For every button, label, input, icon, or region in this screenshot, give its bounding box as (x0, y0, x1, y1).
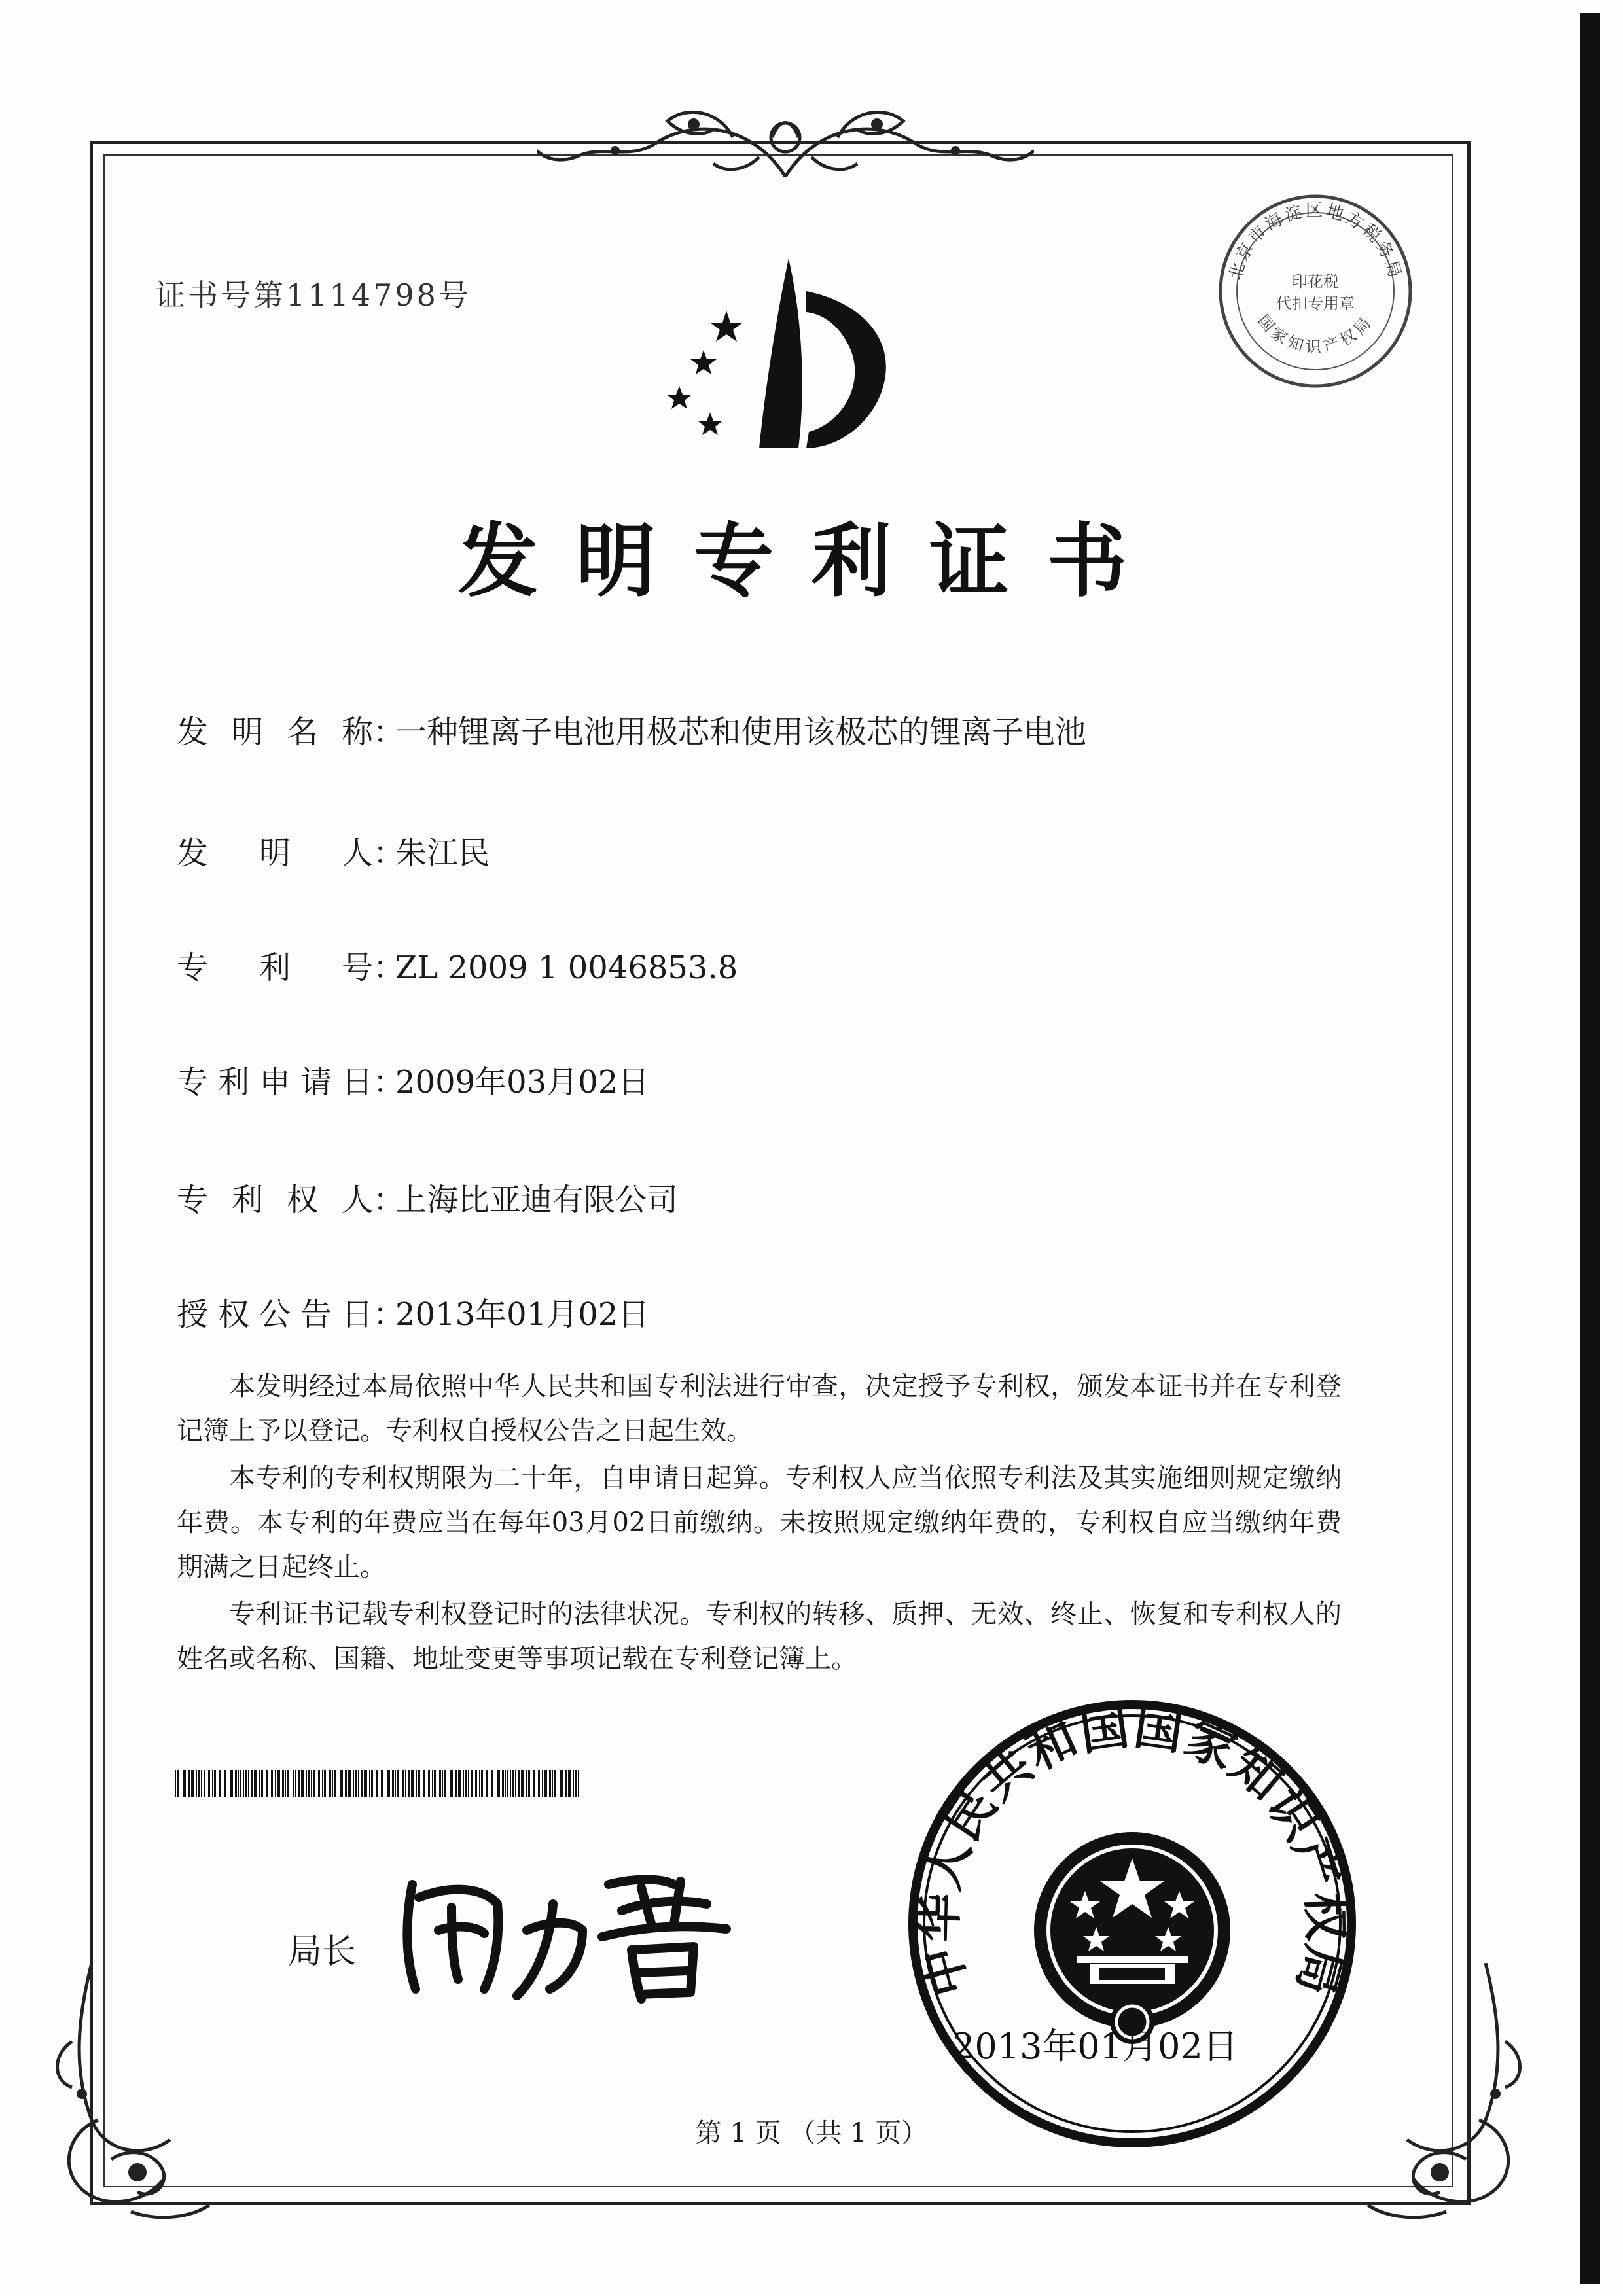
tax-stamp-lower-text: 国家知识产权局 (1254, 311, 1377, 356)
tax-stamp-center-line1: 印花税 (1292, 272, 1339, 291)
field-label: 授权公告日 (177, 1296, 373, 1333)
top-ornament (537, 98, 1034, 190)
page-number: 第 1 页 （共 1 页） (695, 2118, 928, 2148)
field-grant-date: 授权公告日：2013年01月02日 (177, 1289, 649, 1334)
tax-stamp-center-line2: 代扣专用章 (1276, 294, 1355, 313)
national-emblem-icon (1034, 1832, 1230, 2044)
body-paragraph-2: 本专利的专利权期限为二十年，自申请日起算。专利权人应当依照专利法及其实施细则规定缴纳年费。本专利的年费应当在每年03月02日前缴纳。未按照规定缴纳年费的，专利权自应当缴纳年费期满之日起终止。 (177, 1463, 1342, 1582)
field-invention-name: 发明名称：一种锂离子电池用极芯和使用该极芯的锂离子电池 (177, 707, 1086, 752)
body-paragraph-3: 专利证书记载专利权登记时的法律状况。专利权的转移、质押、无效、终止、恢复和专利权人的姓名或名称、国籍、地址变更等事项记载在专利登记簿上。 (177, 1599, 1342, 1674)
field-patentee: 专利权人：上海比亚迪有限公司 (177, 1174, 678, 1220)
barcode (175, 1770, 581, 1797)
bottom-left-ornament (52, 1963, 223, 2225)
field-inventor: 发明人：朱江民 (177, 828, 490, 873)
seal-ring-text: 中华人民共和国国家知识产权局 (910, 1699, 1354, 2002)
certificate-number: 证书号第1114798号 (155, 277, 471, 313)
director-label: 局长 (288, 1932, 357, 1971)
director-signature (386, 1858, 740, 2009)
field-label: 发明名称 (177, 714, 373, 751)
patent-office-emblem-icon (654, 252, 916, 461)
field-value: ZL 2009 1 0046853.8 (395, 949, 738, 986)
certificate-title: 发明专利证书 (458, 514, 1165, 608)
field-value: 上海比亚迪有限公司 (395, 1182, 679, 1218)
national-ip-office-seal (903, 1695, 1361, 2153)
field-label: 发明人 (177, 835, 373, 872)
field-value: 一种锂离子电池用极芯和使用该极芯的锂离子电池 (395, 714, 1087, 751)
field-application-date: 专利申请日：2009年03月02日 (177, 1057, 649, 1102)
field-value: 2009年03月02日 (395, 1064, 650, 1101)
bottom-right-ornament (1355, 1963, 1525, 2225)
field-label: 专利申请日 (177, 1064, 373, 1101)
seal-date: 2013年01月02日 (952, 2026, 1238, 2067)
tax-stamp-seal (1214, 190, 1417, 393)
field-patent-number: 专利号：ZL 2009 1 0046853.8 (177, 942, 738, 987)
field-label: 专利号 (177, 949, 373, 986)
field-value: 朱江民 (395, 835, 490, 872)
certificate-body (177, 1364, 1342, 1684)
body-paragraph-1: 本发明经过本局依照中华人民共和国专利法进行审查，决定授予专利权，颁发本证书并在专利登记簿上予以登记。专利权自授权公告之日起生效。 (177, 1371, 1342, 1446)
field-value: 2013年01月02日 (395, 1296, 650, 1333)
field-label: 专利权人 (177, 1182, 373, 1218)
tax-stamp-ring-text: 北京市海淀区地方税务局 (1225, 201, 1406, 283)
scan-edge-bar (1580, 13, 1600, 2284)
